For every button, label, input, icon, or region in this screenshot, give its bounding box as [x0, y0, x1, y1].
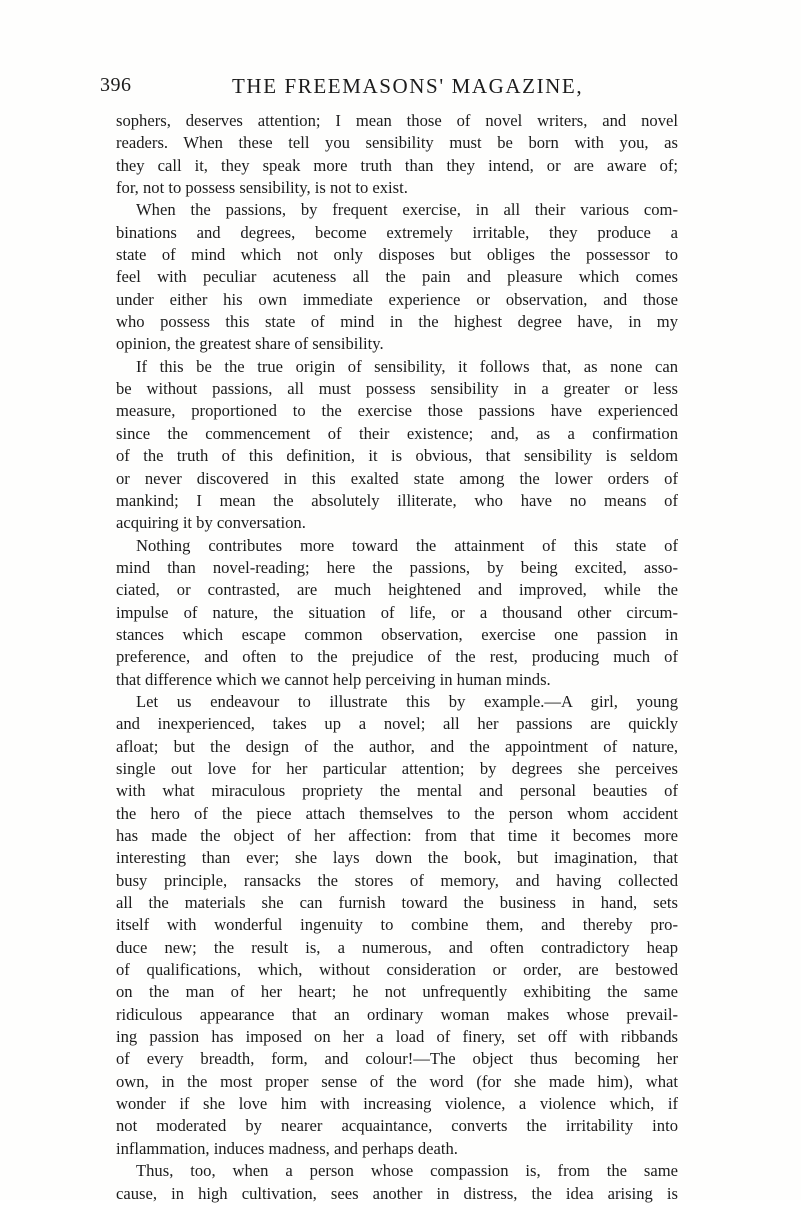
text-line: own, in the most proper sense of the word (for she made him), what	[116, 1071, 678, 1091]
text-line: preference, and often to the prejudice of the rest, producing much of	[116, 647, 678, 667]
text-line: with what miraculous propriety the mental and personal beauties of	[116, 781, 678, 801]
text-line: that difference which we cannot help perceiving in human minds.	[116, 669, 551, 689]
text-line: they call it, they speak more truth than they intend, or are aware of;	[116, 155, 678, 175]
text-line: the hero of the piece attach themselves to the person whom accident	[116, 803, 678, 823]
text-line: ridiculous appearance that an ordinary woman makes whose prevail-	[116, 1004, 678, 1024]
text-line: readers. When these tell you sensibility must be born with you, as	[116, 133, 678, 153]
text-line: inflammation, induces madness, and perhaps death.	[116, 1138, 458, 1158]
text-line: stances which escape common observation, exercise one passion in	[116, 624, 678, 644]
text-line: opinion, the greatest share of sensibility.	[116, 334, 384, 354]
text-line: binations and degrees, become extremely irritable, they produce a	[116, 222, 678, 242]
text-line: of every breadth, form, and colour!—The object thus becoming her	[116, 1049, 678, 1069]
text-line: and inexperienced, takes up a novel; all her passions are quickly	[116, 714, 678, 734]
journal-title: THE FREEMASONS' MAGAZINE,	[232, 74, 584, 98]
text-line: wonder if she love him with increasing violence, a violence which, if	[116, 1094, 678, 1114]
text-line: itself with wonderful ingenuity to combine them, and thereby pro-	[116, 915, 678, 935]
text-line: or never discovered in this exalted state among the lower orders of	[116, 468, 678, 488]
text-line: busy principle, ransacks the stores of memory, and having collected	[116, 870, 678, 890]
text-line: mind than novel-reading; here the passions, by being excited, asso-	[116, 557, 678, 577]
text-line: Nothing contributes more toward the attainment of this state of	[136, 535, 678, 555]
text-line: duce new; the result is, a numerous, and often contradictory heap	[116, 937, 678, 957]
text-line: measure, proportioned to the exercise those passions have experienced	[116, 401, 678, 421]
text-line: all the materials she can furnish toward the business in hand, sets	[116, 893, 678, 913]
text-line: has made the object of her affection: from that time it becomes more	[116, 826, 678, 845]
text-line: under either his own immediate experience or observation, and those	[116, 289, 678, 309]
text-line: not moderated by nearer acquaintance, converts the irritability into	[116, 1116, 678, 1136]
text-line: since the commencement of their existence; and, as a confirmation	[116, 423, 678, 443]
text-line: interesting than ever; she lays down the book, but imagination, that	[116, 848, 678, 868]
text-line: be without passions, all must possess sensibility in a greater or less	[116, 379, 678, 399]
text-line: afloat; but the design of the author, and the appointment of nature,	[116, 736, 678, 756]
text-line: ing passion has imposed on her a load of finery, set off with ribbands	[116, 1027, 678, 1047]
text-line: ciated, or contrasted, are much heightened and improved, while the	[116, 580, 678, 600]
text-line: If this be the true origin of sensibility, it follows that, as none can	[136, 356, 678, 376]
text-line: impulse of nature, the situation of life, or a thousand other circum-	[116, 602, 678, 622]
article-body	[116, 110, 678, 1205]
running-head	[100, 74, 690, 110]
text-line: Thus, too, when a person whose compassion is, from the same	[136, 1161, 678, 1181]
page-number: 396	[100, 74, 132, 96]
text-line: on the man of her heart; he not unfrequently exhibiting the same	[116, 982, 678, 1002]
text-line: Let us endeavour to illustrate this by example.—A girl, young	[136, 691, 678, 711]
text-line: sophers, deserves attention; I mean those of novel writers, and novel	[116, 111, 678, 130]
text-line: feel with peculiar acuteness all the pain and pleasure which comes	[116, 267, 678, 287]
text-line: When the passions, by frequent exercise, in all their various com-	[136, 200, 678, 220]
text-line: acquiring it by conversation.	[116, 513, 306, 533]
text-line: mankind; I mean the absolutely illiterate, who have no means of	[116, 490, 678, 510]
text-line: who possess this state of mind in the highest degree have, in my	[116, 312, 678, 332]
text-line: single out love for her particular attention; by degrees she perceives	[116, 758, 678, 778]
text-line: state of mind which not only disposes but obliges the possessor to	[116, 245, 678, 265]
text-line: of qualifications, which, without consideration or order, are bestowed	[116, 960, 678, 980]
text-line: cause, in high cultivation, sees another in distress, the idea arising is	[116, 1183, 678, 1203]
text-line: for, not to possess sensibility, is not to exist.	[116, 178, 408, 198]
text-line: of the truth of this definition, it is obvious, that sensibility is seldom	[116, 446, 678, 466]
